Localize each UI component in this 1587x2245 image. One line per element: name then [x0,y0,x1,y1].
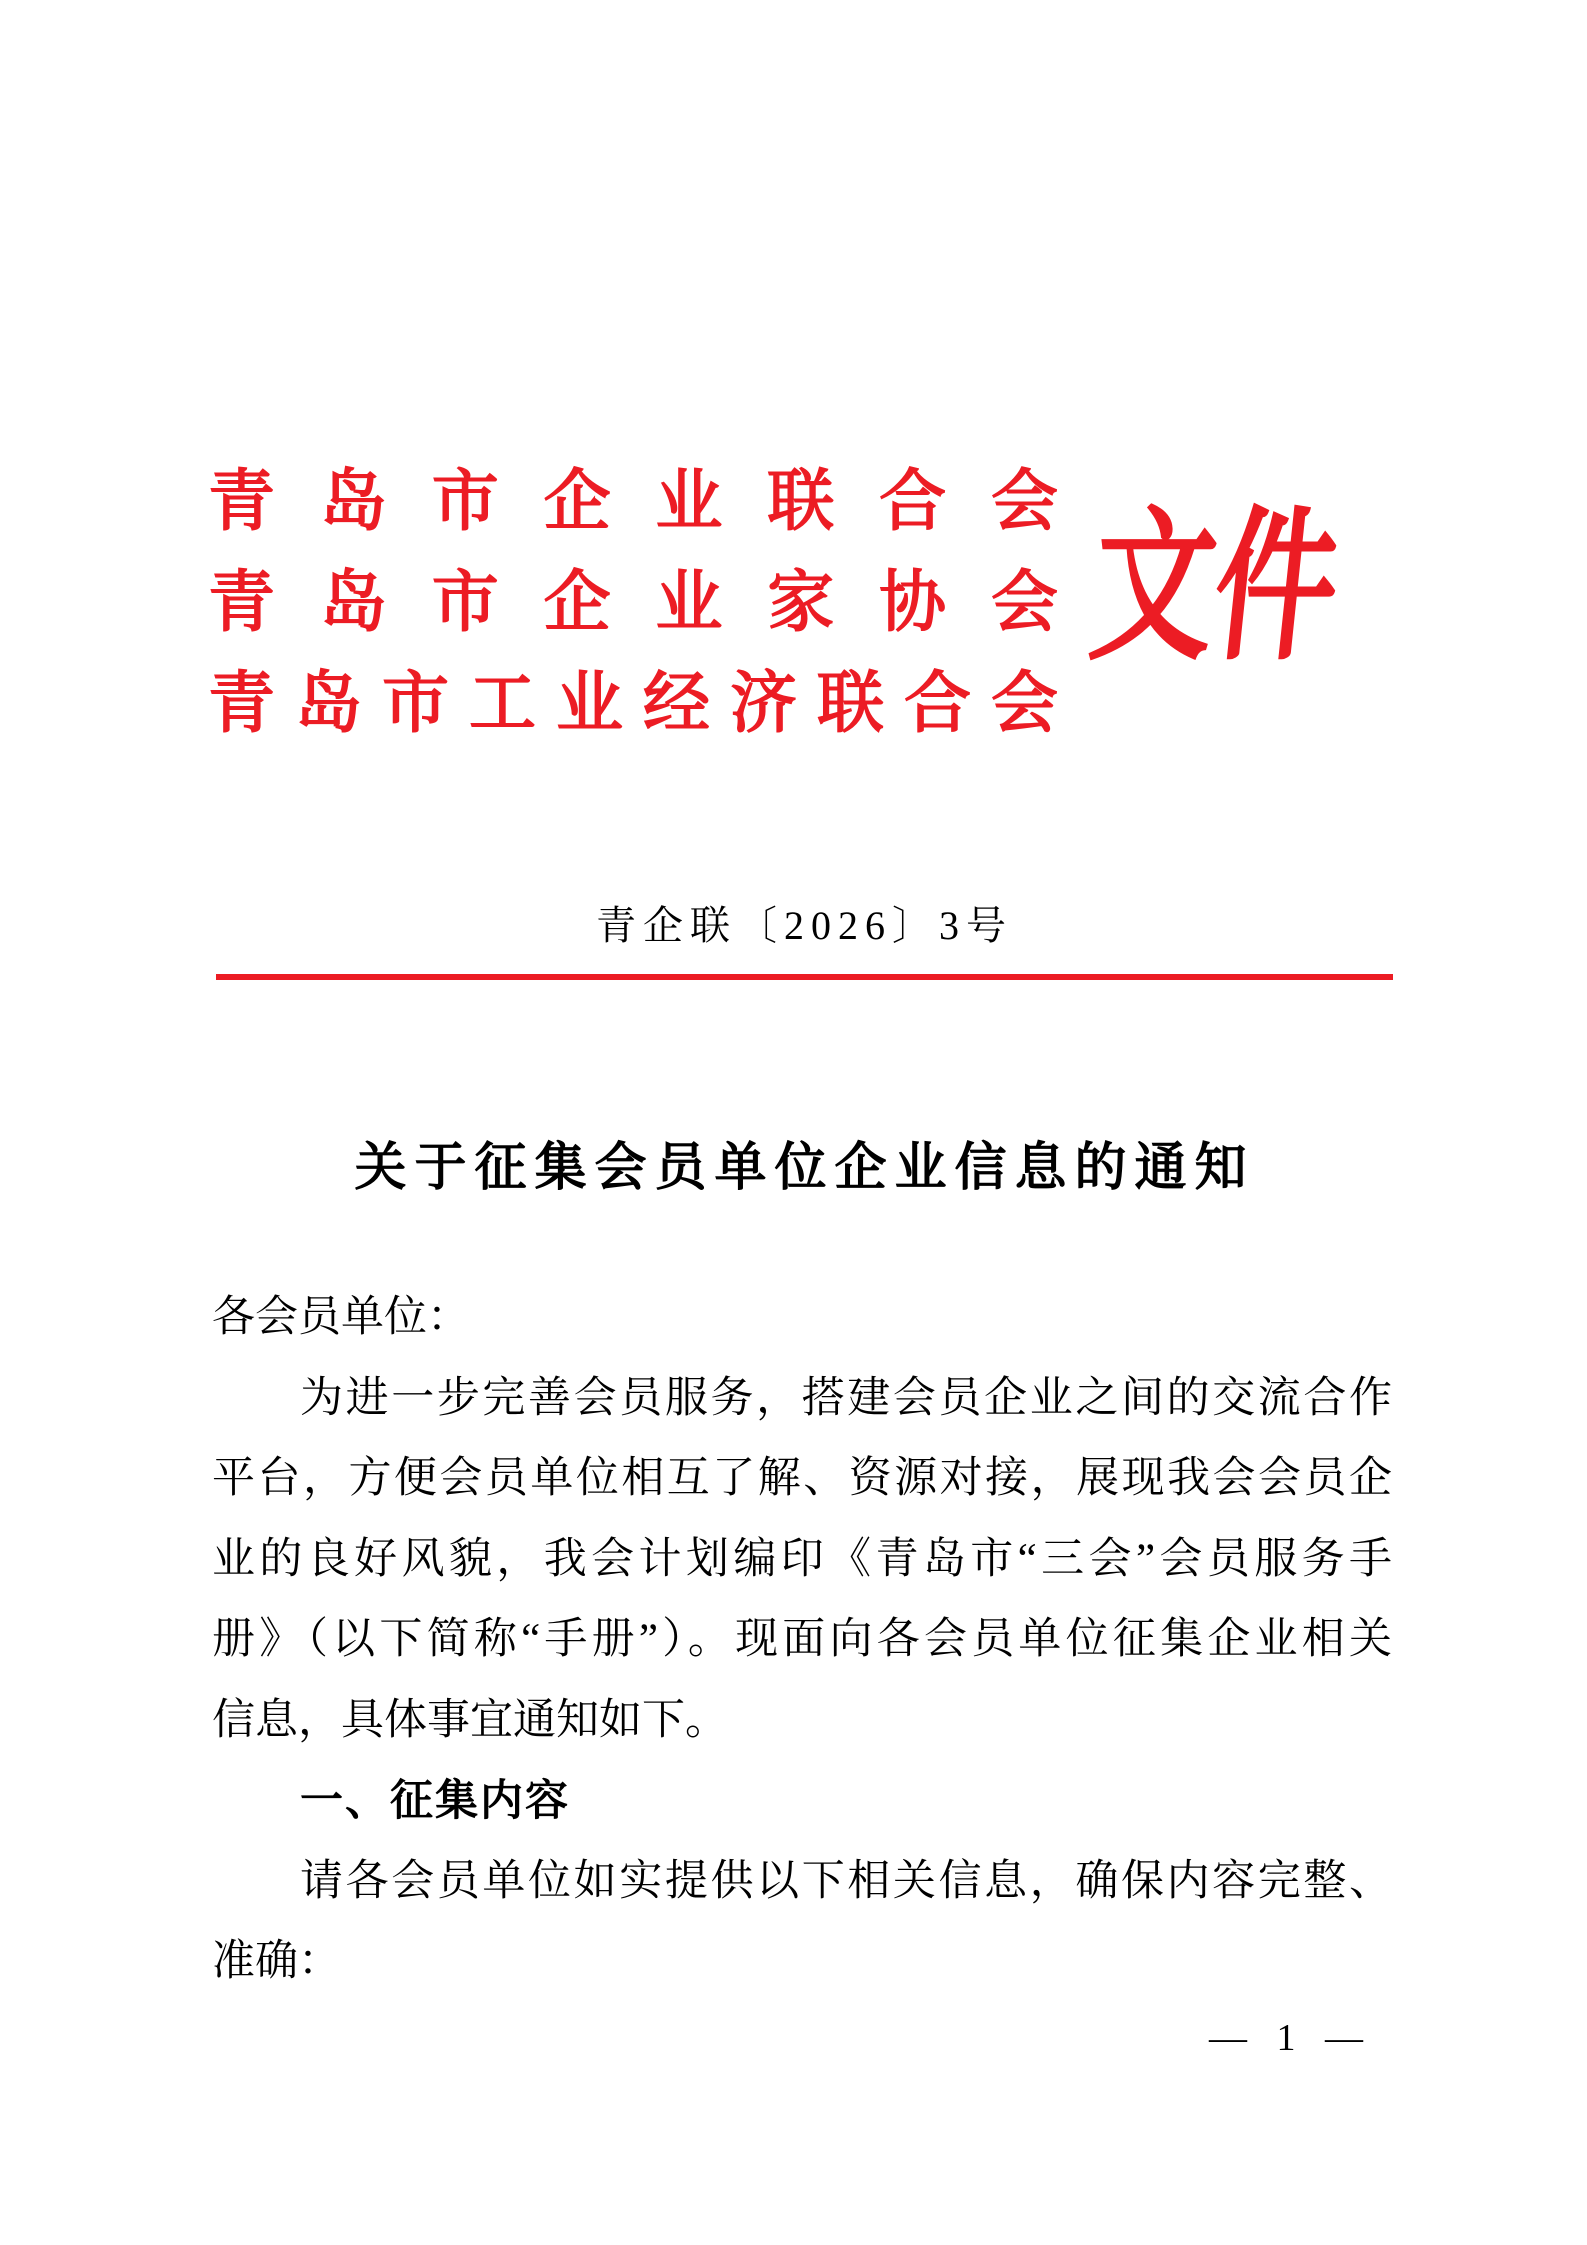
section-heading: 一、征集内容 [300,1777,570,1825]
body-line: 平台，方便会员单位相互了解、资源对接，展现我会会员企 [212,1455,1392,1502]
body-line: 业的良好风貌，我会计划编印《青岛市“三会”会员服务手 [212,1535,1392,1583]
body-line: 信息，具体事宜通知如下。 [212,1696,728,1744]
letterhead [208,452,1058,755]
document-type-mark: 文件 [1083,497,1347,680]
document-title: 关于征集会员单位企业信息的通知 [354,1140,1255,1197]
org-name-line-2: 青岛市企业家协会 [208,566,1058,640]
salutation-line: 各会员单位： [212,1294,470,1341]
body-line: 准确： [212,1938,341,1985]
page-number: — 1 — [1209,2017,1373,2059]
org-name-line-1: 青岛市企业联合会 [208,465,1058,539]
body-line: 册》（以下简称“手册”）。现面向各会员单位征集企业相关 [212,1616,1392,1663]
body-line: 请各会员单位如实提供以下相关信息，确保内容完整、 [300,1857,1392,1905]
document-reference-number: 青企联〔2026〕3号 [596,903,1013,948]
org-name-line-3: 青岛市工业经济联合会 [208,667,1058,741]
red-divider-rule [216,974,1393,980]
body-line: 为进一步完善会员服务，搭建会员企业之间的交流合作 [300,1374,1392,1422]
document-body [212,1278,1392,2003]
